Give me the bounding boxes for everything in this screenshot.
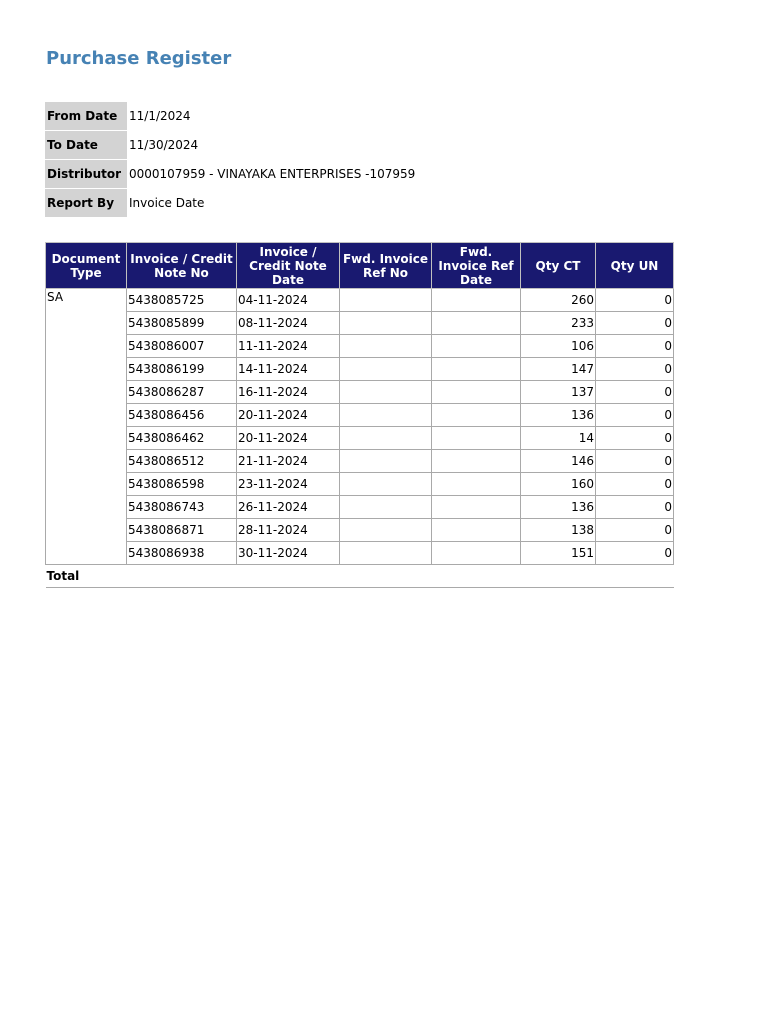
qty-un-cell: 0	[596, 450, 674, 473]
invoice-date-cell: 26-11-2024	[237, 496, 340, 519]
fwd-ref-no-cell	[340, 404, 432, 427]
qty-ct-cell: 151	[521, 542, 596, 565]
fwd-ref-date-cell	[432, 473, 521, 496]
invoice-date-cell: 20-11-2024	[237, 427, 340, 450]
fwd-ref-no-cell	[340, 450, 432, 473]
invoice-no-cell: 5438086512	[127, 450, 237, 473]
fwd-ref-date-cell	[432, 427, 521, 450]
column-header-invoice-no: Invoice / Credit Note No	[127, 243, 237, 289]
fwd-ref-no-cell	[340, 519, 432, 542]
qty-un-cell: 0	[596, 289, 674, 312]
fwd-ref-date-cell	[432, 496, 521, 519]
invoice-no-cell: 5438086598	[127, 473, 237, 496]
invoice-no-cell: 5438086007	[127, 335, 237, 358]
invoice-date-cell: 21-11-2024	[237, 450, 340, 473]
qty-ct-cell: 260	[521, 289, 596, 312]
table-row	[46, 542, 674, 565]
fwd-ref-date-cell	[432, 335, 521, 358]
param-value: 0000107959 - VINAYAKA ENTERPRISES -107959	[127, 160, 417, 189]
qty-un-cell: 0	[596, 404, 674, 427]
param-value: Invoice Date	[127, 189, 417, 218]
table-header-row	[46, 243, 674, 289]
column-header-fwd-ref-date: Fwd. Invoice Ref Date	[432, 243, 521, 289]
purchase-register-table	[45, 242, 674, 588]
invoice-date-cell: 04-11-2024	[237, 289, 340, 312]
param-row-distributor	[45, 160, 417, 189]
qty-un-cell: 0	[596, 335, 674, 358]
table-row	[46, 519, 674, 542]
qty-ct-cell: 160	[521, 473, 596, 496]
qty-ct-cell: 14	[521, 427, 596, 450]
fwd-ref-no-cell	[340, 542, 432, 565]
param-value: 11/1/2024	[127, 102, 417, 131]
invoice-date-cell: 23-11-2024	[237, 473, 340, 496]
invoice-no-cell: 5438086938	[127, 542, 237, 565]
qty-un-cell: 0	[596, 473, 674, 496]
fwd-ref-no-cell	[340, 335, 432, 358]
invoice-no-cell: 5438085899	[127, 312, 237, 335]
table-row	[46, 473, 674, 496]
table-row	[46, 289, 674, 312]
qty-ct-cell: 136	[521, 496, 596, 519]
qty-un-cell: 0	[596, 542, 674, 565]
fwd-ref-no-cell	[340, 427, 432, 450]
qty-un-cell: 0	[596, 496, 674, 519]
qty-ct-cell: 138	[521, 519, 596, 542]
param-label: To Date	[45, 131, 127, 160]
total-label: Total	[46, 565, 127, 588]
report-parameters	[45, 102, 417, 218]
total-row	[46, 565, 674, 588]
invoice-date-cell: 20-11-2024	[237, 404, 340, 427]
invoice-date-cell: 08-11-2024	[237, 312, 340, 335]
qty-ct-cell: 137	[521, 381, 596, 404]
fwd-ref-date-cell	[432, 542, 521, 565]
invoice-no-cell: 5438086871	[127, 519, 237, 542]
param-row-to-date	[45, 131, 417, 160]
param-value: 11/30/2024	[127, 131, 417, 160]
qty-ct-cell: 106	[521, 335, 596, 358]
fwd-ref-no-cell	[340, 312, 432, 335]
param-label: Report By	[45, 189, 127, 218]
invoice-date-cell: 14-11-2024	[237, 358, 340, 381]
table-row	[46, 450, 674, 473]
fwd-ref-date-cell	[432, 358, 521, 381]
table-row	[46, 335, 674, 358]
invoice-no-cell: 5438086462	[127, 427, 237, 450]
fwd-ref-no-cell	[340, 358, 432, 381]
qty-ct-cell: 233	[521, 312, 596, 335]
param-label: Distributor	[45, 160, 127, 189]
qty-ct-cell: 136	[521, 404, 596, 427]
column-header-fwd-ref-no: Fwd. Invoice Ref No	[340, 243, 432, 289]
qty-un-cell: 0	[596, 427, 674, 450]
fwd-ref-no-cell	[340, 289, 432, 312]
table-row	[46, 312, 674, 335]
page-title: Purchase Register	[46, 48, 232, 69]
invoice-no-cell: 5438086287	[127, 381, 237, 404]
fwd-ref-date-cell	[432, 381, 521, 404]
qty-un-cell: 0	[596, 358, 674, 381]
fwd-ref-no-cell	[340, 496, 432, 519]
qty-ct-cell: 146	[521, 450, 596, 473]
invoice-date-cell: 28-11-2024	[237, 519, 340, 542]
fwd-ref-date-cell	[432, 450, 521, 473]
table-row	[46, 404, 674, 427]
invoice-date-cell: 11-11-2024	[237, 335, 340, 358]
column-header-qty-un: Qty UN	[596, 243, 674, 289]
column-header-document-type: Document Type	[46, 243, 127, 289]
table-row	[46, 427, 674, 450]
fwd-ref-no-cell	[340, 381, 432, 404]
fwd-ref-date-cell	[432, 312, 521, 335]
qty-un-cell: 0	[596, 312, 674, 335]
invoice-no-cell: 5438086456	[127, 404, 237, 427]
param-label: From Date	[45, 102, 127, 131]
invoice-no-cell: 5438086743	[127, 496, 237, 519]
fwd-ref-date-cell	[432, 289, 521, 312]
column-header-qty-ct: Qty CT	[521, 243, 596, 289]
column-header-invoice-date: Invoice / Credit Note Date	[237, 243, 340, 289]
document-type-cell: SA	[46, 289, 127, 565]
table-row	[46, 358, 674, 381]
param-row-report-by	[45, 189, 417, 218]
fwd-ref-date-cell	[432, 404, 521, 427]
fwd-ref-no-cell	[340, 473, 432, 496]
qty-ct-cell: 147	[521, 358, 596, 381]
qty-un-cell: 0	[596, 519, 674, 542]
fwd-ref-date-cell	[432, 519, 521, 542]
table-row	[46, 381, 674, 404]
invoice-no-cell: 5438085725	[127, 289, 237, 312]
invoice-date-cell: 16-11-2024	[237, 381, 340, 404]
invoice-no-cell: 5438086199	[127, 358, 237, 381]
qty-un-cell: 0	[596, 381, 674, 404]
param-row-from-date	[45, 102, 417, 131]
table-row	[46, 496, 674, 519]
invoice-date-cell: 30-11-2024	[237, 542, 340, 565]
